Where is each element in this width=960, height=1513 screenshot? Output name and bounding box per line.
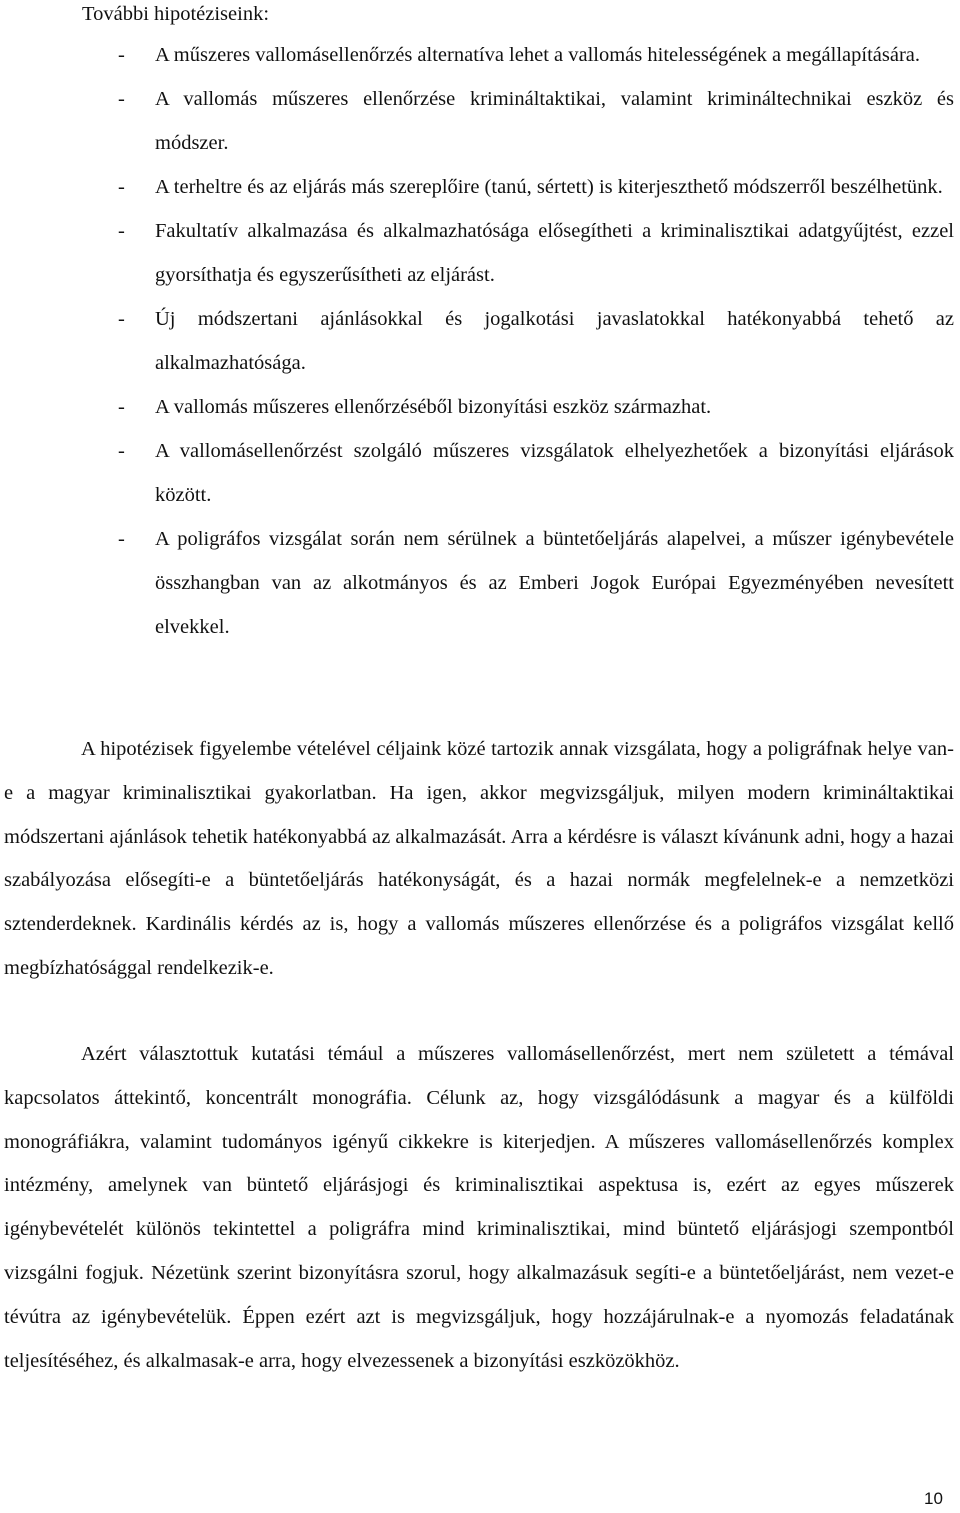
- bullet-dash: -: [118, 396, 125, 418]
- list-item: [0, 297, 960, 385]
- body-paragraph: Azért választottuk kutatási témául a műszeres vallomásellenőrzést, mert nem született a témával kapcsolatos áttekintő, koncentrált monográfia. Célunk az, hogy vizsgálódásunk a magyar és a külföldi monográfiákra, valamint tudományos igényű cikkekre is kiterjedjen. A műszeres vallomásellenőrzés komplex intézmény, amelynek van büntető eljárásjogi és kriminalisztikai aspektusa is, ezért az egyes műszerek igénybevételét különös tekintettel a poligráfra mind kriminalisztikai, mind büntető eljárásjogi szempontból vizsgálni fogjuk. Nézetünk szerint bizonyításra szorul, hogy alkalmazásuk segíti-e a büntetőeljárást, nem vezet-e tévútra az igénybevételük. Éppen ezért azt is megvizsgáljuk, hogy hozzájárulnak-e a nyomozás feladatának teljesítéséhez, és alkalmasak-e arra, hogy elvezessenek a bizonyítási eszközökhöz.: [4, 1043, 954, 1372]
- list-item-text: A poligráfos vizsgálat során nem sérülnek a büntetőeljárás alapelvei, a műszer igénybevétele összhangban van az alkotmányos és az Emberi Jogok Európai Egyezményében nevesített elvekkel.: [155, 528, 954, 638]
- list-item-text: Fakultatív alkalmazása és alkalmazhatósága elősegítheti a kriminalisztikai adatgyűjtést, ezzel gyorsíthatja és egyszerűsítheti az eljárást.: [155, 220, 954, 286]
- heading: További hipotéziseink:: [82, 3, 270, 25]
- list-item-text: A vallomás műszeres ellenőrzése krimináltaktikai, valamint krimináltechnikai eszköz és módszer.: [155, 88, 954, 154]
- body-paragraph: A hipotézisek figyelembe vételével céljaink közé tartozik annak vizsgálata, hogy a poligráfnak helye van-e a magyar kriminalisztikai gyakorlatban. Ha igen, akkor megvizsgáljuk, milyen modern krimináltaktikai módszertani ajánlások tehetik hatékonyabbá az alkalmazását. Arra a kérdésre is választ kívánunk adni, hogy a hazai szabályozása elősegíti-e a büntetőeljárás hatékonyságát, és a hazai normák megfelelnek-e a nemzetközi sztenderdeknek. Kardinális kérdés az is, hogy a vallomás műszeres ellenőrzése és a poligráfos vizsgálat kellő megbízhatósággal rendelkezik-e.: [4, 738, 954, 979]
- page-number: 10: [924, 1489, 943, 1508]
- list-item: [0, 33, 960, 77]
- list-item: [0, 165, 960, 209]
- list-item-text: A vallomásellenőrzést szolgáló műszeres vizsgálatok elhelyezhetőek a bizonyítási eljárások között.: [155, 440, 954, 506]
- list-item: [0, 77, 960, 165]
- hypothesis-list: [0, 33, 960, 649]
- list-item-text: A műszeres vallomásellenőrzés alternatíva lehet a vallomás hitelességének a megállapítására.: [155, 44, 921, 66]
- bullet-dash: -: [118, 176, 125, 198]
- bullet-dash: -: [118, 44, 125, 66]
- list-item: [0, 517, 960, 649]
- list-item: [0, 209, 960, 297]
- bullet-dash: -: [118, 440, 125, 462]
- bullet-dash: -: [118, 88, 125, 110]
- list-item: [0, 385, 960, 429]
- list-item-text: Új módszertani ajánlásokkal és jogalkotási javaslatokkal hatékonyabbá tehető az alkalmazhatósága.: [155, 308, 954, 374]
- bullet-dash: -: [118, 528, 125, 550]
- bullet-dash: -: [118, 220, 125, 242]
- bullet-dash: -: [118, 308, 125, 330]
- list-item-text: A terheltre és az eljárás más szereplőire (tanú, sértett) is kiterjeszthető módszerről beszélhetünk.: [155, 176, 943, 198]
- list-item-text: A vallomás műszeres ellenőrzéséből bizonyítási eszköz származhat.: [155, 396, 712, 418]
- list-item: [0, 429, 960, 517]
